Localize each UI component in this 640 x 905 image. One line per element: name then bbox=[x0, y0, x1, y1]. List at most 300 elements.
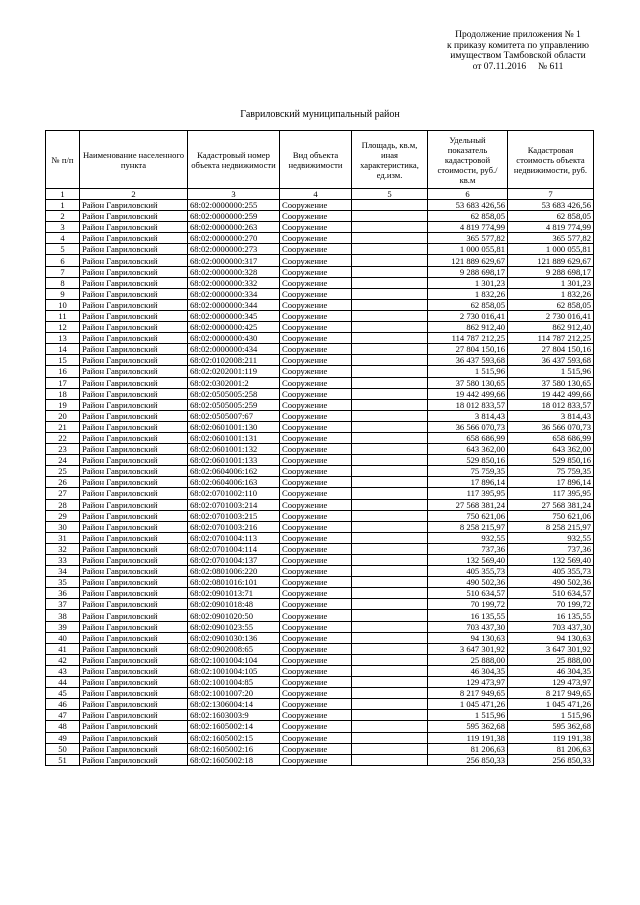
table-row bbox=[46, 299, 594, 310]
cadastral-value: 737,36 bbox=[508, 543, 594, 554]
object-type: Сооружение bbox=[280, 477, 352, 488]
object-type: Сооружение bbox=[280, 732, 352, 743]
object-type: Сооружение bbox=[280, 310, 352, 321]
cadastral-number: 68:02:0000000:328 bbox=[188, 266, 280, 277]
area-value bbox=[352, 499, 428, 510]
row-number: 36 bbox=[46, 588, 80, 599]
cadastral-value: 1 045 471,26 bbox=[508, 699, 594, 710]
object-type: Сооружение bbox=[280, 754, 352, 765]
settlement-name: Район Гавриловский bbox=[80, 200, 188, 211]
unit-value: 643 362,00 bbox=[428, 444, 508, 455]
unit-value: 37 580 130,65 bbox=[428, 377, 508, 388]
row-number: 27 bbox=[46, 488, 80, 499]
area-value bbox=[352, 466, 428, 477]
unit-value: 46 304,35 bbox=[428, 665, 508, 676]
table-row bbox=[46, 566, 594, 577]
table-row bbox=[46, 699, 594, 710]
cadastral-value: 46 304,35 bbox=[508, 665, 594, 676]
area-value bbox=[352, 521, 428, 532]
table-row bbox=[46, 377, 594, 388]
cadastral-number: 68:02:0701004:114 bbox=[188, 543, 280, 554]
cadastral-number: 68:02:1603003:9 bbox=[188, 710, 280, 721]
unit-value: 932,55 bbox=[428, 532, 508, 543]
object-type: Сооружение bbox=[280, 610, 352, 621]
settlement-name: Район Гавриловский bbox=[80, 643, 188, 654]
column-number: 2 bbox=[80, 189, 188, 200]
cadastral-number: 68:02:0901020:50 bbox=[188, 610, 280, 621]
object-type: Сооружение bbox=[280, 266, 352, 277]
area-value bbox=[352, 665, 428, 676]
row-number: 32 bbox=[46, 543, 80, 554]
area-value bbox=[352, 610, 428, 621]
unit-value: 737,36 bbox=[428, 543, 508, 554]
row-number: 29 bbox=[46, 510, 80, 521]
cadastral-value: 862 912,40 bbox=[508, 322, 594, 333]
cadastral-value: 3 814,43 bbox=[508, 410, 594, 421]
area-value bbox=[352, 699, 428, 710]
cadastral-number: 68:02:0000000:434 bbox=[188, 344, 280, 355]
cadastral-number: 68:02:0000000:317 bbox=[188, 255, 280, 266]
table-header-row bbox=[46, 131, 594, 189]
object-type: Сооружение bbox=[280, 643, 352, 654]
unit-value: 94 130,63 bbox=[428, 632, 508, 643]
unit-value: 365 577,82 bbox=[428, 233, 508, 244]
table-row bbox=[46, 488, 594, 499]
object-type: Сооружение bbox=[280, 421, 352, 432]
settlement-name: Район Гавриловский bbox=[80, 455, 188, 466]
object-type: Сооружение bbox=[280, 432, 352, 443]
settlement-name: Район Гавриловский bbox=[80, 521, 188, 532]
area-value bbox=[352, 621, 428, 632]
unit-value: 1 515,96 bbox=[428, 366, 508, 377]
row-number: 5 bbox=[46, 244, 80, 255]
cadastral-value: 119 191,38 bbox=[508, 732, 594, 743]
unit-value: 132 569,40 bbox=[428, 555, 508, 566]
col-header-cadastral-value: Кадастровая стоимость объекта недвижимости, руб. bbox=[508, 131, 594, 189]
cadastral-number: 68:02:0302001:2 bbox=[188, 377, 280, 388]
cadastral-value: 117 395,95 bbox=[508, 488, 594, 499]
settlement-name: Район Гавриловский bbox=[80, 421, 188, 432]
object-type: Сооружение bbox=[280, 322, 352, 333]
cadastral-value: 17 896,14 bbox=[508, 477, 594, 488]
cadastral-number: 68:02:0000000:344 bbox=[188, 299, 280, 310]
order-reference-line: Продолжение приложения № 1 bbox=[455, 30, 581, 40]
cadastral-value: 405 355,73 bbox=[508, 566, 594, 577]
row-number: 28 bbox=[46, 499, 80, 510]
cadastral-value: 70 199,72 bbox=[508, 599, 594, 610]
area-value bbox=[352, 688, 428, 699]
table-row bbox=[46, 543, 594, 554]
row-number: 7 bbox=[46, 266, 80, 277]
row-number: 38 bbox=[46, 610, 80, 621]
unit-value: 119 191,38 bbox=[428, 732, 508, 743]
object-type: Сооружение bbox=[280, 366, 352, 377]
table-row bbox=[46, 743, 594, 754]
settlement-name: Район Гавриловский bbox=[80, 233, 188, 244]
cadastral-value: 1 515,96 bbox=[508, 366, 594, 377]
unit-value: 2 730 016,41 bbox=[428, 310, 508, 321]
order-reference-line: от 07.11.2016 № 611 bbox=[472, 61, 564, 72]
object-type: Сооружение bbox=[280, 488, 352, 499]
unit-value: 595 362,68 bbox=[428, 721, 508, 732]
unit-value: 862 912,40 bbox=[428, 322, 508, 333]
cadastral-number: 68:02:1306004:14 bbox=[188, 699, 280, 710]
settlement-name: Район Гавриловский bbox=[80, 366, 188, 377]
cadastral-value: 114 787 212,25 bbox=[508, 333, 594, 344]
cadastral-number: 68:02:0102008:211 bbox=[188, 355, 280, 366]
cadastral-value: 36 566 070,73 bbox=[508, 421, 594, 432]
unit-value: 658 686,99 bbox=[428, 432, 508, 443]
area-value bbox=[352, 577, 428, 588]
row-number: 3 bbox=[46, 222, 80, 233]
object-type: Сооружение bbox=[280, 688, 352, 699]
column-number: 5 bbox=[352, 189, 428, 200]
object-type: Сооружение bbox=[280, 599, 352, 610]
cadastral-number: 68:02:0901030:136 bbox=[188, 632, 280, 643]
cadastral-value: 36 437 593,68 bbox=[508, 355, 594, 366]
row-number: 43 bbox=[46, 665, 80, 676]
object-type: Сооружение bbox=[280, 410, 352, 421]
area-value bbox=[352, 410, 428, 421]
table-row bbox=[46, 732, 594, 743]
unit-value: 490 502,36 bbox=[428, 577, 508, 588]
cadastral-number: 68:02:0505005:258 bbox=[188, 388, 280, 399]
row-number: 9 bbox=[46, 288, 80, 299]
table-row bbox=[46, 255, 594, 266]
cadastral-value: 932,55 bbox=[508, 532, 594, 543]
settlement-name: Район Гавриловский bbox=[80, 743, 188, 754]
area-value bbox=[352, 333, 428, 344]
object-type: Сооружение bbox=[280, 588, 352, 599]
unit-value: 4 819 774,99 bbox=[428, 222, 508, 233]
area-value bbox=[352, 477, 428, 488]
cadastral-number: 68:02:0000000:259 bbox=[188, 211, 280, 222]
object-type: Сооружение bbox=[280, 543, 352, 554]
table-body bbox=[46, 200, 594, 766]
row-number: 22 bbox=[46, 432, 80, 443]
area-value bbox=[352, 677, 428, 688]
unit-value: 405 355,73 bbox=[428, 566, 508, 577]
cadastral-value: 3 647 301,92 bbox=[508, 643, 594, 654]
cadastral-number: 68:02:0701003:214 bbox=[188, 499, 280, 510]
area-value bbox=[352, 288, 428, 299]
row-number: 15 bbox=[46, 355, 80, 366]
table-row bbox=[46, 621, 594, 632]
cadastral-number: 68:02:0701004:137 bbox=[188, 555, 280, 566]
unit-value: 703 437,30 bbox=[428, 621, 508, 632]
object-type: Сооружение bbox=[280, 710, 352, 721]
cadastral-number: 68:02:0901013:71 bbox=[188, 588, 280, 599]
cadastral-value: 8 258 215,97 bbox=[508, 521, 594, 532]
area-value bbox=[352, 299, 428, 310]
table-row bbox=[46, 477, 594, 488]
cadastral-value: 2 730 016,41 bbox=[508, 310, 594, 321]
area-value bbox=[352, 543, 428, 554]
row-number: 20 bbox=[46, 410, 80, 421]
unit-value: 256 850,33 bbox=[428, 754, 508, 765]
row-number: 50 bbox=[46, 743, 80, 754]
row-number: 2 bbox=[46, 211, 80, 222]
object-type: Сооружение bbox=[280, 200, 352, 211]
row-number: 44 bbox=[46, 677, 80, 688]
row-number: 51 bbox=[46, 754, 80, 765]
area-value bbox=[352, 643, 428, 654]
row-number: 48 bbox=[46, 721, 80, 732]
table-row bbox=[46, 432, 594, 443]
settlement-name: Район Гавриловский bbox=[80, 577, 188, 588]
cadastral-value: 490 502,36 bbox=[508, 577, 594, 588]
table-row bbox=[46, 233, 594, 244]
cadastral-value: 75 759,35 bbox=[508, 466, 594, 477]
area-value bbox=[352, 200, 428, 211]
area-value bbox=[352, 211, 428, 222]
area-value bbox=[352, 399, 428, 410]
object-type: Сооружение bbox=[280, 555, 352, 566]
cadastral-number: 68:02:0000000:263 bbox=[188, 222, 280, 233]
cadastral-value: 703 437,30 bbox=[508, 621, 594, 632]
area-value bbox=[352, 532, 428, 543]
cadastral-number: 68:02:0000000:270 bbox=[188, 233, 280, 244]
area-value bbox=[352, 355, 428, 366]
cadastral-number: 68:02:0505007:67 bbox=[188, 410, 280, 421]
cadastral-value: 16 135,55 bbox=[508, 610, 594, 621]
unit-value: 53 683 426,56 bbox=[428, 200, 508, 211]
cadastral-number: 68:02:0801006:220 bbox=[188, 566, 280, 577]
settlement-name: Район Гавриловский bbox=[80, 721, 188, 732]
area-value bbox=[352, 266, 428, 277]
cadastral-number: 68:02:1001004:104 bbox=[188, 654, 280, 665]
cadastral-value: 9 288 698,17 bbox=[508, 266, 594, 277]
table-row bbox=[46, 754, 594, 765]
cadastral-number: 68:02:0000000:334 bbox=[188, 288, 280, 299]
cadastral-value: 121 889 629,67 bbox=[508, 255, 594, 266]
cadastral-number: 68:02:0701003:215 bbox=[188, 510, 280, 521]
table-row bbox=[46, 333, 594, 344]
row-number: 10 bbox=[46, 299, 80, 310]
cadastral-value: 4 819 774,99 bbox=[508, 222, 594, 233]
object-type: Сооружение bbox=[280, 277, 352, 288]
settlement-name: Район Гавриловский bbox=[80, 710, 188, 721]
order-reference-line: имуществом Тамбовской области bbox=[450, 51, 586, 61]
settlement-name: Район Гавриловский bbox=[80, 355, 188, 366]
table-row bbox=[46, 610, 594, 621]
settlement-name: Район Гавриловский bbox=[80, 299, 188, 310]
row-number: 8 bbox=[46, 277, 80, 288]
settlement-name: Район Гавриловский bbox=[80, 566, 188, 577]
table-row bbox=[46, 344, 594, 355]
unit-value: 129 473,97 bbox=[428, 677, 508, 688]
object-type: Сооружение bbox=[280, 255, 352, 266]
object-type: Сооружение bbox=[280, 455, 352, 466]
district-title: Гавриловский муниципальный район bbox=[240, 109, 400, 120]
cadastral-number: 68:02:0000000:345 bbox=[188, 310, 280, 321]
unit-value: 8 258 215,97 bbox=[428, 521, 508, 532]
table-row bbox=[46, 499, 594, 510]
table-row bbox=[46, 410, 594, 421]
row-number: 12 bbox=[46, 322, 80, 333]
table-row bbox=[46, 322, 594, 333]
settlement-name: Район Гавриловский bbox=[80, 532, 188, 543]
cadastral-value: 81 206,63 bbox=[508, 743, 594, 754]
object-type: Сооружение bbox=[280, 233, 352, 244]
row-number: 18 bbox=[46, 388, 80, 399]
area-value bbox=[352, 455, 428, 466]
area-value bbox=[352, 366, 428, 377]
object-type: Сооружение bbox=[280, 355, 352, 366]
table-row bbox=[46, 688, 594, 699]
settlement-name: Район Гавриловский bbox=[80, 222, 188, 233]
cadastral-number: 68:02:1001007:20 bbox=[188, 688, 280, 699]
area-value bbox=[352, 488, 428, 499]
cadastral-value: 643 362,00 bbox=[508, 444, 594, 455]
settlement-name: Район Гавриловский bbox=[80, 444, 188, 455]
row-number: 47 bbox=[46, 710, 80, 721]
unit-value: 27 804 150,16 bbox=[428, 344, 508, 355]
row-number: 31 bbox=[46, 532, 80, 543]
cadastral-value: 37 580 130,65 bbox=[508, 377, 594, 388]
table-row bbox=[46, 710, 594, 721]
cadastral-number: 68:02:0601001:133 bbox=[188, 455, 280, 466]
row-number: 34 bbox=[46, 566, 80, 577]
settlement-name: Район Гавриловский bbox=[80, 388, 188, 399]
settlement-name: Район Гавриловский bbox=[80, 310, 188, 321]
cadastral-value: 510 634,57 bbox=[508, 588, 594, 599]
col-header-settlement: Наименование населенного пункта bbox=[80, 131, 188, 189]
row-number: 11 bbox=[46, 310, 80, 321]
object-type: Сооружение bbox=[280, 654, 352, 665]
settlement-name: Район Гавриловский bbox=[80, 632, 188, 643]
area-value bbox=[352, 710, 428, 721]
area-value bbox=[352, 310, 428, 321]
settlement-name: Район Гавриловский bbox=[80, 699, 188, 710]
cadastral-value-table bbox=[45, 130, 594, 766]
settlement-name: Район Гавриловский bbox=[80, 244, 188, 255]
row-number: 14 bbox=[46, 344, 80, 355]
settlement-name: Район Гавриловский bbox=[80, 621, 188, 632]
row-number: 46 bbox=[46, 699, 80, 710]
area-value bbox=[352, 255, 428, 266]
col-header-area: Площадь, кв.м, иная характеристика, ед.изм. bbox=[352, 131, 428, 189]
order-reference bbox=[418, 30, 618, 72]
object-type: Сооружение bbox=[280, 388, 352, 399]
area-value bbox=[352, 344, 428, 355]
object-type: Сооружение bbox=[280, 721, 352, 732]
settlement-name: Район Гавриловский bbox=[80, 555, 188, 566]
settlement-name: Район Гавриловский bbox=[80, 255, 188, 266]
row-number: 13 bbox=[46, 333, 80, 344]
area-value bbox=[352, 732, 428, 743]
settlement-name: Район Гавриловский bbox=[80, 432, 188, 443]
table-row bbox=[46, 466, 594, 477]
settlement-name: Район Гавриловский bbox=[80, 410, 188, 421]
row-number: 35 bbox=[46, 577, 80, 588]
unit-value: 81 206,63 bbox=[428, 743, 508, 754]
area-value bbox=[352, 510, 428, 521]
cadastral-number: 68:02:0604006:162 bbox=[188, 466, 280, 477]
cadastral-value: 1 000 055,81 bbox=[508, 244, 594, 255]
settlement-name: Район Гавриловский bbox=[80, 688, 188, 699]
cadastral-number: 68:02:0505005:259 bbox=[188, 399, 280, 410]
object-type: Сооружение bbox=[280, 211, 352, 222]
area-value bbox=[352, 277, 428, 288]
cadastral-number: 68:02:1605002:15 bbox=[188, 732, 280, 743]
unit-value: 1 045 471,26 bbox=[428, 699, 508, 710]
unit-value: 1 832,26 bbox=[428, 288, 508, 299]
table-row bbox=[46, 200, 594, 211]
column-number-row bbox=[46, 189, 594, 200]
row-number: 19 bbox=[46, 399, 80, 410]
object-type: Сооружение bbox=[280, 499, 352, 510]
table-row bbox=[46, 455, 594, 466]
settlement-name: Район Гавриловский bbox=[80, 477, 188, 488]
row-number: 6 bbox=[46, 255, 80, 266]
col-header-unit-value: Удельный показатель кадастровой стоимости, руб./кв.м bbox=[428, 131, 508, 189]
table-row bbox=[46, 599, 594, 610]
table-row bbox=[46, 399, 594, 410]
unit-value: 36 566 070,73 bbox=[428, 421, 508, 432]
row-number: 37 bbox=[46, 599, 80, 610]
col-header-cadastral-number: Кадастровый номер объекта недвижимости bbox=[188, 131, 280, 189]
row-number: 41 bbox=[46, 643, 80, 654]
row-number: 1 bbox=[46, 200, 80, 211]
unit-value: 3 647 301,92 bbox=[428, 643, 508, 654]
column-number: 7 bbox=[508, 189, 594, 200]
cadastral-value: 595 362,68 bbox=[508, 721, 594, 732]
cadastral-number: 68:02:0801016:101 bbox=[188, 577, 280, 588]
cadastral-number: 68:02:0000000:425 bbox=[188, 322, 280, 333]
table-row bbox=[46, 654, 594, 665]
settlement-name: Район Гавриловский bbox=[80, 344, 188, 355]
unit-value: 3 814,43 bbox=[428, 410, 508, 421]
row-number: 42 bbox=[46, 654, 80, 665]
settlement-name: Район Гавриловский bbox=[80, 654, 188, 665]
object-type: Сооружение bbox=[280, 699, 352, 710]
cadastral-value: 365 577,82 bbox=[508, 233, 594, 244]
unit-value: 1 000 055,81 bbox=[428, 244, 508, 255]
area-value bbox=[352, 599, 428, 610]
unit-value: 750 621,06 bbox=[428, 510, 508, 521]
object-type: Сооружение bbox=[280, 377, 352, 388]
cadastral-value: 8 217 949,65 bbox=[508, 688, 594, 699]
object-type: Сооружение bbox=[280, 532, 352, 543]
table-row bbox=[46, 677, 594, 688]
area-value bbox=[352, 743, 428, 754]
unit-value: 9 288 698,17 bbox=[428, 266, 508, 277]
settlement-name: Район Гавриловский bbox=[80, 610, 188, 621]
object-type: Сооружение bbox=[280, 333, 352, 344]
row-number: 45 bbox=[46, 688, 80, 699]
table-row bbox=[46, 577, 594, 588]
cadastral-number: 68:02:1605002:18 bbox=[188, 754, 280, 765]
table-row bbox=[46, 288, 594, 299]
row-number: 17 bbox=[46, 377, 80, 388]
cadastral-value: 129 473,97 bbox=[508, 677, 594, 688]
cadastral-number: 68:02:0604006:163 bbox=[188, 477, 280, 488]
cadastral-number: 68:02:1605002:14 bbox=[188, 721, 280, 732]
unit-value: 114 787 212,25 bbox=[428, 333, 508, 344]
col-header-object-type: Вид объекта недвижимости bbox=[280, 131, 352, 189]
cadastral-value: 53 683 426,56 bbox=[508, 200, 594, 211]
cadastral-value: 256 850,33 bbox=[508, 754, 594, 765]
row-number: 39 bbox=[46, 621, 80, 632]
unit-value: 117 395,95 bbox=[428, 488, 508, 499]
area-value bbox=[352, 432, 428, 443]
cadastral-value: 132 569,40 bbox=[508, 555, 594, 566]
table-row bbox=[46, 266, 594, 277]
table-row bbox=[46, 643, 594, 654]
table-row bbox=[46, 222, 594, 233]
cadastral-number: 68:02:0601001:130 bbox=[188, 421, 280, 432]
